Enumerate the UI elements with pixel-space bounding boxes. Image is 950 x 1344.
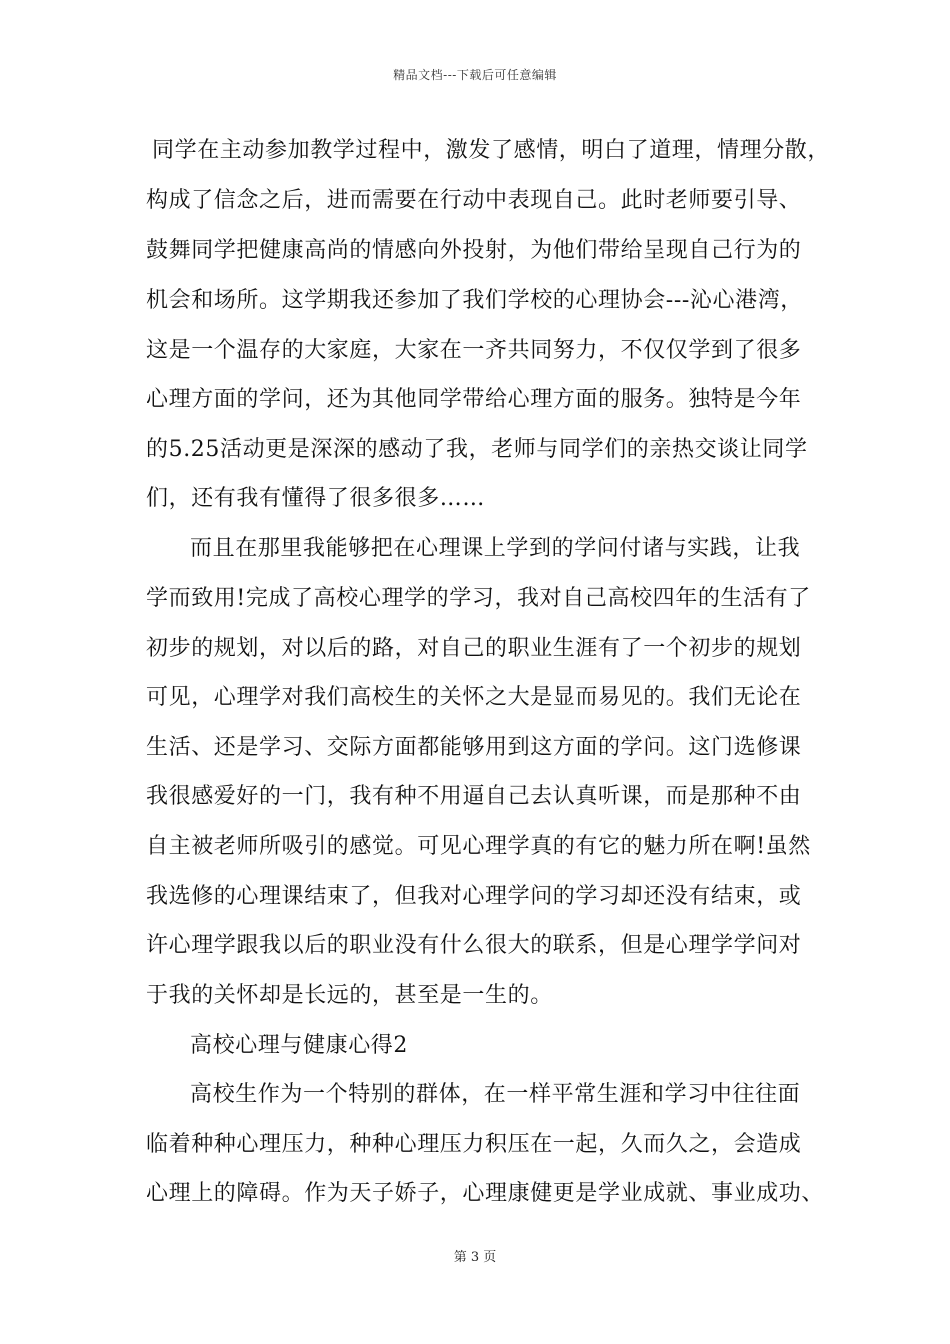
text-line: 自主被老师所吸引的感觉。可见心理学真的有它的魅力所在啊!虽然 [146, 834, 811, 859]
text-line: 我选修的心理课结束了，但我对心理学问的学习却还没有结束，或 [146, 884, 802, 909]
text-line: 生活、还是学习、交际方面都能够用到这方面的学问。这门选修课 [146, 735, 802, 760]
text-line: 们，还有我有懂得了很多很多…… [146, 486, 486, 511]
page-number: 第 3 页 [453, 1250, 497, 1265]
text-line: 构成了信念之后，进而需要在行动中表现自己。此时老师要引导、 [146, 188, 802, 213]
text-line: 同学在主动参加教学过程中，激发了感情，明白了道理，情理分散， [152, 138, 831, 163]
text-line: 我很感爱好的一门，我有种不用逼自己去认真听课，而是那种不由 [146, 784, 802, 809]
text-line: 学而致用!完成了高校心理学的学习，我对自己高校四年的生活有了 [146, 586, 811, 611]
text-line: 于我的关怀却是长远的，甚至是一生的。 [146, 983, 553, 1008]
text-line: 机会和场所。这学期我还参加了我们学校的心理协会---沁心港湾， [146, 288, 803, 313]
text-line: 这是一个温存的大家庭，大家在一齐共同努力，不仅仅学到了很多 [146, 338, 802, 363]
text-line: 而且在那里我能够把在心理课上学到的学问付诸与实践，让我 [190, 536, 801, 561]
text-line: 心理方面的学问，还为其他同学带给心理方面的服务。独特是今年 [146, 387, 802, 412]
text-line: 临着种种心理压力，种种心理压力积压在一起，久而久之，会造成 [146, 1132, 802, 1157]
text-line: 许心理学跟我以后的职业没有什么很大的联系，但是心理学学问对 [146, 933, 802, 958]
text-line: 的5.25活动更是深深的感动了我，老师与同学们的亲热交谈让同学 [146, 437, 808, 462]
text-line: 初步的规划，对以后的路，对自己的职业生涯有了一个初步的规划 [146, 636, 802, 661]
text-line: 高校生作为一个特别的群体，在一样平常生涯和学习中往往面 [190, 1082, 801, 1107]
section-heading: 高校心理与健康心得2 [190, 1033, 408, 1058]
page-header: 精品文档---下载后可任意编辑 [393, 68, 557, 82]
text-line: 鼓舞同学把健康高尚的情感向外投射，为他们带给呈现自己行为的 [146, 238, 802, 263]
text-line: 心理上的障碍。作为天子娇子，心理康健更是学业成就、事业成功、 [146, 1181, 825, 1206]
text-line: 可见，心理学对我们高校生的关怀之大是显而易见的。我们无论在 [146, 685, 802, 710]
